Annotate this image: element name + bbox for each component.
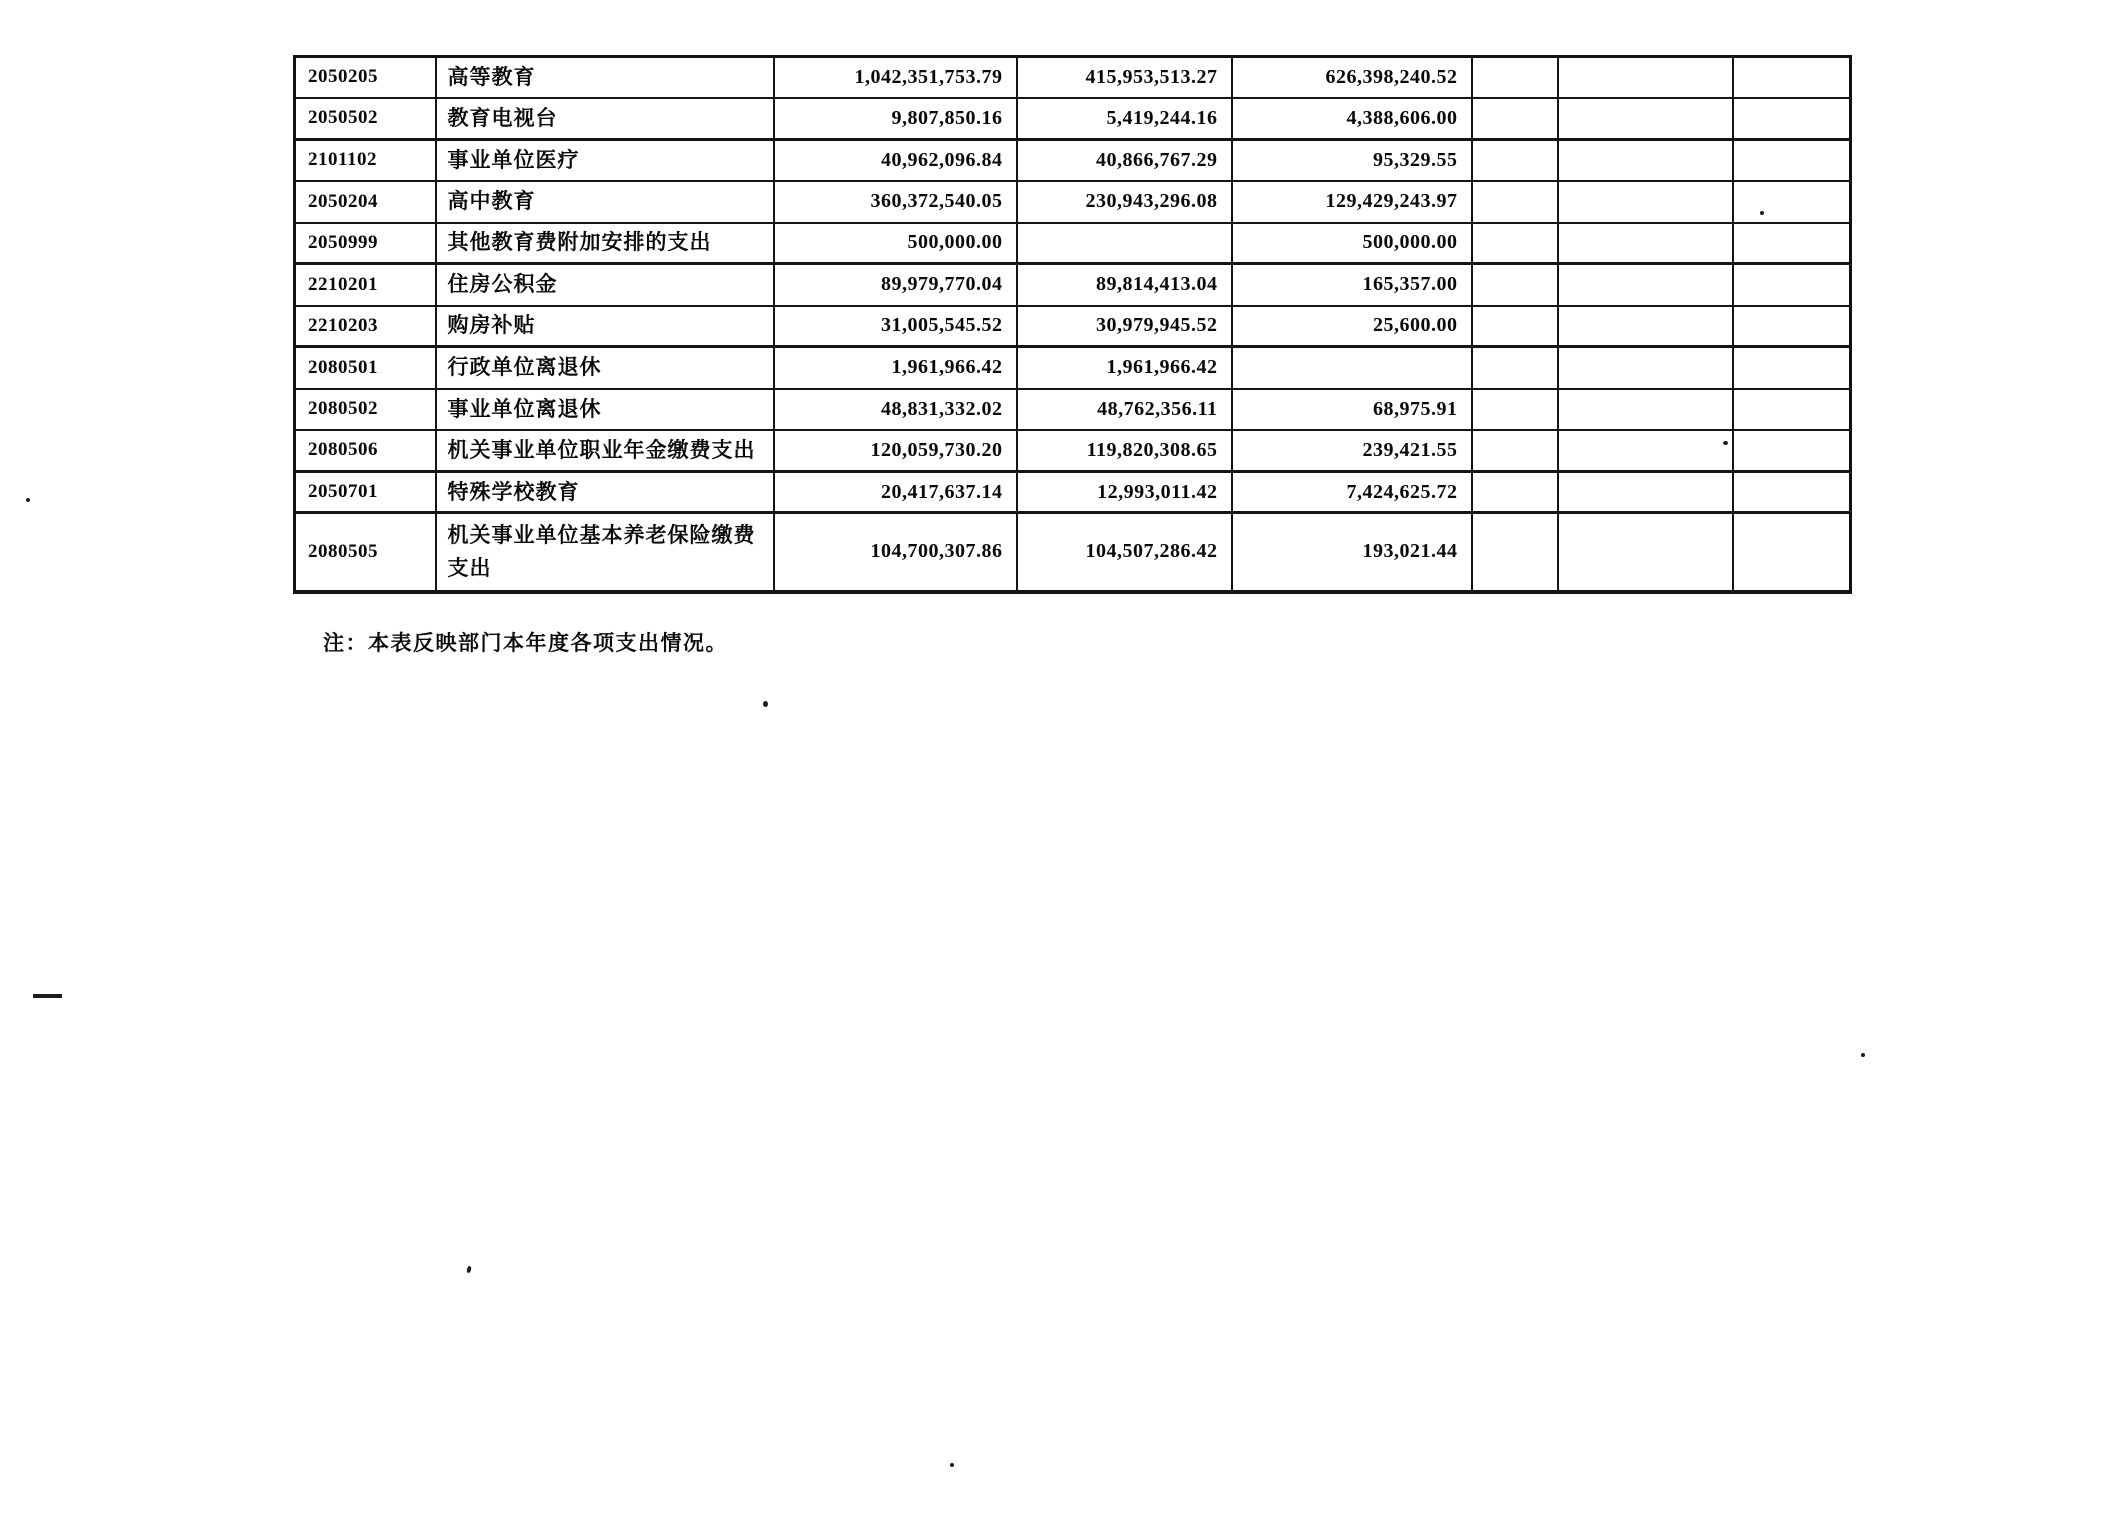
code-cell: 2050204 (295, 181, 436, 223)
amount-cell: 5,419,244.16 (1017, 98, 1232, 140)
empty-cell (1558, 430, 1733, 472)
scan-artifact-dot (763, 701, 768, 707)
amount-cell: 95,329.55 (1232, 140, 1472, 181)
table-row (295, 430, 1851, 472)
empty-cell (1733, 472, 1851, 513)
table-footnote: 注：本表反映部门本年度各项支出情况。 (323, 631, 728, 655)
code-cell: 2101102 (295, 140, 436, 181)
scan-artifact-dot (1861, 1053, 1865, 1057)
empty-cell (1733, 306, 1851, 347)
empty-cell (1733, 181, 1851, 223)
amount-cell: 20,417,637.14 (774, 472, 1017, 513)
scan-artifact-dot (26, 498, 30, 502)
table-row (295, 181, 1851, 223)
amount-cell: 119,820,308.65 (1017, 430, 1232, 472)
amount-cell: 12,993,011.42 (1017, 472, 1232, 513)
table-row (295, 98, 1851, 140)
name-cell: 事业单位离退休 (436, 389, 774, 430)
amount-cell: 89,979,770.04 (774, 264, 1017, 306)
name-cell: 教育电视台 (436, 98, 774, 140)
table-row (295, 223, 1851, 264)
empty-cell (1733, 389, 1851, 430)
scan-artifact-mark (466, 1266, 472, 1274)
amount-cell: 25,600.00 (1232, 306, 1472, 347)
empty-cell (1733, 513, 1851, 592)
empty-cell (1558, 389, 1733, 430)
table-row (295, 513, 1851, 592)
amount-cell: 7,424,625.72 (1232, 472, 1472, 513)
empty-cell (1472, 98, 1558, 140)
empty-cell (1558, 57, 1733, 98)
empty-cell (1472, 472, 1558, 513)
amount-cell: 30,979,945.52 (1017, 306, 1232, 347)
amount-cell: 9,807,850.16 (774, 98, 1017, 140)
empty-cell (1733, 57, 1851, 98)
name-cell: 高等教育 (436, 57, 774, 98)
empty-cell (1733, 98, 1851, 140)
empty-cell (1733, 430, 1851, 472)
amount-cell: 104,700,307.86 (774, 513, 1017, 592)
empty-cell (1472, 57, 1558, 98)
empty-cell (1472, 223, 1558, 264)
name-cell: 高中教育 (436, 181, 774, 223)
code-cell: 2050999 (295, 223, 436, 264)
amount-cell: 48,831,332.02 (774, 389, 1017, 430)
name-cell: 特殊学校教育 (436, 472, 774, 513)
amount-cell: 415,953,513.27 (1017, 57, 1232, 98)
empty-cell (1558, 140, 1733, 181)
empty-cell (1472, 306, 1558, 347)
amount-cell: 500,000.00 (1232, 223, 1472, 264)
table-row (295, 389, 1851, 430)
empty-cell (1472, 264, 1558, 306)
amount-cell: 120,059,730.20 (774, 430, 1017, 472)
name-cell: 行政单位离退休 (436, 347, 774, 389)
table-row (295, 57, 1851, 98)
amount-cell: 48,762,356.11 (1017, 389, 1232, 430)
amount-cell: 500,000.00 (774, 223, 1017, 264)
amount-cell (1232, 347, 1472, 389)
empty-cell (1733, 347, 1851, 389)
amount-cell: 129,429,243.97 (1232, 181, 1472, 223)
empty-cell (1558, 306, 1733, 347)
name-cell: 事业单位医疗 (436, 140, 774, 181)
expenditure-table (293, 55, 1852, 594)
scan-artifact-dot (1760, 211, 1764, 215)
scan-artifact-dot (950, 1463, 954, 1467)
empty-cell (1472, 513, 1558, 592)
empty-cell (1733, 223, 1851, 264)
amount-cell: 89,814,413.04 (1017, 264, 1232, 306)
code-cell: 2080502 (295, 389, 436, 430)
amount-cell: 626,398,240.52 (1232, 57, 1472, 98)
table-row (295, 472, 1851, 513)
table-row (295, 306, 1851, 347)
empty-cell (1558, 472, 1733, 513)
empty-cell (1558, 264, 1733, 306)
code-cell: 2050502 (295, 98, 436, 140)
table-row (295, 347, 1851, 389)
empty-cell (1558, 223, 1733, 264)
amount-cell: 1,042,351,753.79 (774, 57, 1017, 98)
amount-cell: 1,961,966.42 (774, 347, 1017, 389)
scan-artifact-dash (33, 994, 62, 998)
table-row (295, 140, 1851, 181)
empty-cell (1472, 389, 1558, 430)
empty-cell (1558, 98, 1733, 140)
empty-cell (1472, 430, 1558, 472)
code-cell: 2080506 (295, 430, 436, 472)
name-cell: 购房补贴 (436, 306, 774, 347)
name-cell: 住房公积金 (436, 264, 774, 306)
amount-cell: 40,962,096.84 (774, 140, 1017, 181)
code-cell: 2050701 (295, 472, 436, 513)
amount-cell: 104,507,286.42 (1017, 513, 1232, 592)
empty-cell (1733, 264, 1851, 306)
code-cell: 2050205 (295, 57, 436, 98)
amount-cell: 31,005,545.52 (774, 306, 1017, 347)
scan-artifact-dot (1723, 441, 1728, 445)
code-cell: 2080501 (295, 347, 436, 389)
name-cell: 其他教育费附加安排的支出 (436, 223, 774, 264)
empty-cell (1558, 181, 1733, 223)
amount-cell: 68,975.91 (1232, 389, 1472, 430)
amount-cell: 165,357.00 (1232, 264, 1472, 306)
amount-cell: 230,943,296.08 (1017, 181, 1232, 223)
empty-cell (1558, 347, 1733, 389)
empty-cell (1733, 140, 1851, 181)
table-row (295, 264, 1851, 306)
code-cell: 2210203 (295, 306, 436, 347)
amount-cell: 40,866,767.29 (1017, 140, 1232, 181)
amount-cell: 193,021.44 (1232, 513, 1472, 592)
amount-cell (1017, 223, 1232, 264)
amount-cell: 360,372,540.05 (774, 181, 1017, 223)
empty-cell (1472, 347, 1558, 389)
code-cell: 2080505 (295, 513, 436, 592)
empty-cell (1472, 181, 1558, 223)
name-cell: 机关事业单位基本养老保险缴费支出 (436, 513, 774, 592)
name-cell: 机关事业单位职业年金缴费支出 (436, 430, 774, 472)
code-cell: 2210201 (295, 264, 436, 306)
empty-cell (1472, 140, 1558, 181)
amount-cell: 4,388,606.00 (1232, 98, 1472, 140)
empty-cell (1558, 513, 1733, 592)
amount-cell: 1,961,966.42 (1017, 347, 1232, 389)
amount-cell: 239,421.55 (1232, 430, 1472, 472)
